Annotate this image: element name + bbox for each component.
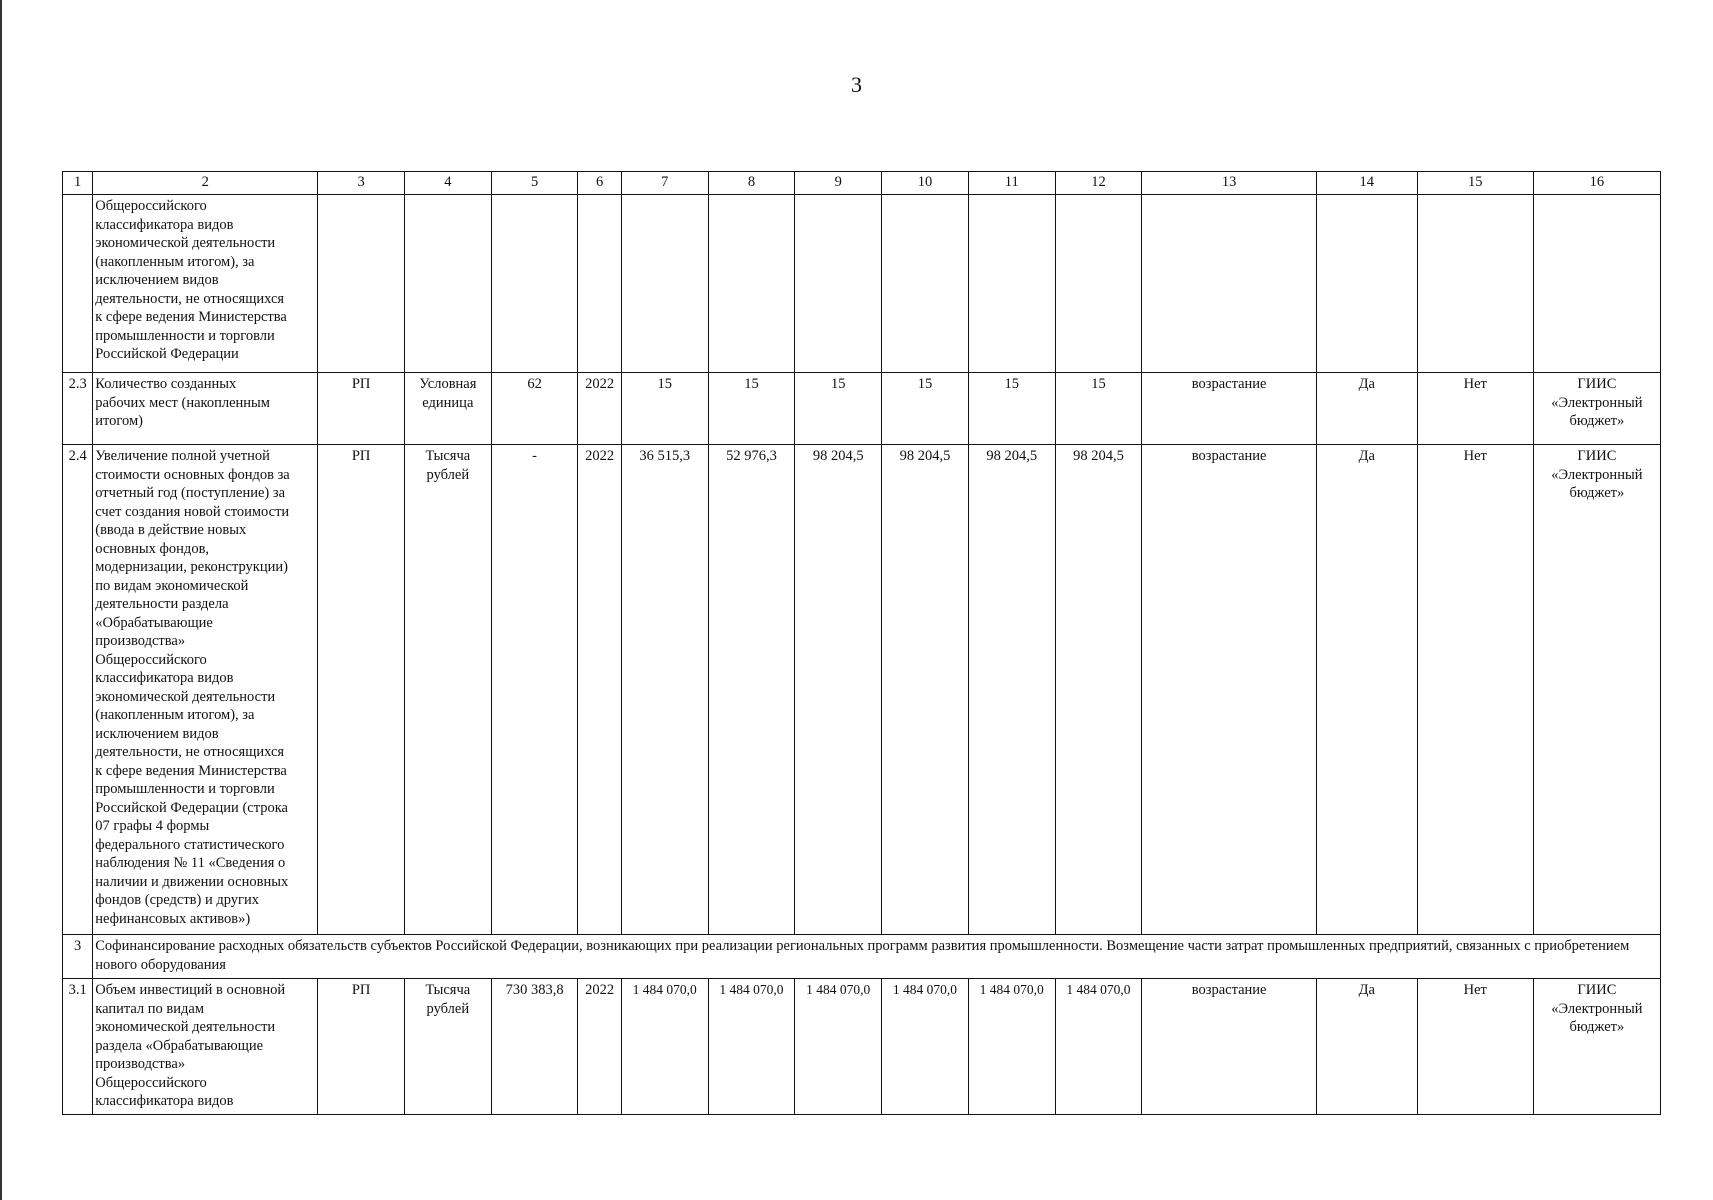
section-title: Софинансирование расходных обязательств субъектов Российской Федерации, возникающих при реализации региональных программ развития промышленности. Возмещение части затрат промышленных предприятий, связанных с приобретением нового оборудования [93, 935, 1661, 979]
col14-cell: Да [1316, 979, 1417, 1115]
section-number: 3 [63, 935, 93, 979]
indicator-name: Количество созданных рабочих мест (накопленным итогом) [93, 373, 318, 445]
column-header: 8 [708, 172, 795, 195]
level-cell: РП [318, 445, 405, 935]
column-header: 12 [1055, 172, 1142, 195]
value-cell: 15 [621, 373, 708, 445]
row-number: 3.1 [63, 979, 93, 1115]
empty-cell [318, 195, 405, 373]
base-value-cell: 730 383,8 [491, 979, 578, 1115]
column-header: 7 [621, 172, 708, 195]
page-number: 3 [851, 72, 862, 97]
empty-cell [968, 195, 1055, 373]
empty-cell [621, 195, 708, 373]
value-cell: 1 484 070,0 [795, 979, 882, 1115]
table-row [63, 445, 1661, 935]
row-number-cell [63, 195, 93, 373]
column-header: 2 [93, 172, 318, 195]
column-header: 13 [1142, 172, 1317, 195]
source-cell: ГИИС «Электронный бюджет» [1533, 445, 1660, 935]
base-year-cell: 2022 [578, 445, 621, 935]
column-header: 4 [404, 172, 491, 195]
column-header: 5 [491, 172, 578, 195]
value-cell: 15 [968, 373, 1055, 445]
value-cell: 36 515,3 [621, 445, 708, 935]
empty-cell [1142, 195, 1317, 373]
table-header-row [63, 172, 1661, 195]
level-cell: РП [318, 979, 405, 1115]
table-row [63, 373, 1661, 445]
value-cell: 98 204,5 [968, 445, 1055, 935]
unit-cell: Тысяча рублей [404, 445, 491, 935]
empty-cell [1417, 195, 1533, 373]
source-cell: ГИИС «Электронный бюджет» [1533, 373, 1660, 445]
unit-cell: Тысяча рублей [404, 979, 491, 1115]
base-year-cell: 2022 [578, 373, 621, 445]
value-cell: 1 484 070,0 [968, 979, 1055, 1115]
value-cell: 98 204,5 [1055, 445, 1142, 935]
row-number: 2.4 [63, 445, 93, 935]
column-header: 11 [968, 172, 1055, 195]
empty-cell [578, 195, 621, 373]
source-cell: ГИИС «Электронный бюджет» [1533, 979, 1660, 1115]
empty-cell [882, 195, 969, 373]
column-header: 9 [795, 172, 882, 195]
indicator-name: Объем инвестиций в основной капитал по видам экономической деятельности раздела «Обрабатывающие производства» Общероссийского классификатора видов [93, 979, 318, 1115]
value-cell: 1 484 070,0 [621, 979, 708, 1115]
col15-cell: Нет [1417, 979, 1533, 1115]
value-cell: 15 [795, 373, 882, 445]
empty-cell [491, 195, 578, 373]
column-header: 16 [1533, 172, 1660, 195]
column-header: 14 [1316, 172, 1417, 195]
indicator-name: Увеличение полной учетной стоимости основных фондов за отчетный год (поступление) за счет создания новой стоимости (ввода в действие новых основных фондов, модернизации, реконструкции) по видам экономической деятельности раздела «Обрабатывающие производства» Общероссийского классификатора видов экономической деятельности (накопленным итогом), за исключением видов деятельности, не относящихся к сфере ведения Министерства промышленности и торговли Российской Федерации (строка 07 графы 4 формы федерального статистического наблюдения № 11 «Сведения о наличии и движении основных фондов (средств) и других нефинансовых активов») [93, 445, 318, 935]
scan-edge-shadow [0, 0, 2, 1200]
value-cell: 98 204,5 [882, 445, 969, 935]
base-value-cell: - [491, 445, 578, 935]
column-header: 15 [1417, 172, 1533, 195]
value-cell: 1 484 070,0 [882, 979, 969, 1115]
empty-cell [1533, 195, 1660, 373]
empty-cell [795, 195, 882, 373]
table-row [63, 979, 1661, 1115]
empty-cell [708, 195, 795, 373]
col15-cell: Нет [1417, 445, 1533, 935]
value-cell: 1 484 070,0 [1055, 979, 1142, 1115]
table-row-continuation [63, 195, 1661, 373]
column-header: 3 [318, 172, 405, 195]
col14-cell: Да [1316, 445, 1417, 935]
empty-cell [1055, 195, 1142, 373]
value-cell: 98 204,5 [795, 445, 882, 935]
empty-cell [404, 195, 491, 373]
value-cell: 1 484 070,0 [708, 979, 795, 1115]
base-year-cell: 2022 [578, 979, 621, 1115]
trend-cell: возрастание [1142, 445, 1317, 935]
value-cell: 15 [708, 373, 795, 445]
column-header: 10 [882, 172, 969, 195]
value-cell: 15 [1055, 373, 1142, 445]
unit-cell: Условная единица [404, 373, 491, 445]
base-value-cell: 62 [491, 373, 578, 445]
trend-cell: возрастание [1142, 373, 1317, 445]
trend-cell: возрастание [1142, 979, 1317, 1115]
col15-cell: Нет [1417, 373, 1533, 445]
indicators-table [62, 171, 1661, 1115]
col14-cell: Да [1316, 373, 1417, 445]
value-cell: 15 [882, 373, 969, 445]
section-row [63, 935, 1661, 979]
indicator-name-continuation: Общероссийского классификатора видов экономической деятельности (накопленным итогом), за исключением видов деятельности, не относящихся к сфере ведения Министерства промышленности и торговли Российской Федерации [93, 195, 318, 373]
row-number: 2.3 [63, 373, 93, 445]
level-cell: РП [318, 373, 405, 445]
column-header: 1 [63, 172, 93, 195]
empty-cell [1316, 195, 1417, 373]
value-cell: 52 976,3 [708, 445, 795, 935]
column-header: 6 [578, 172, 621, 195]
